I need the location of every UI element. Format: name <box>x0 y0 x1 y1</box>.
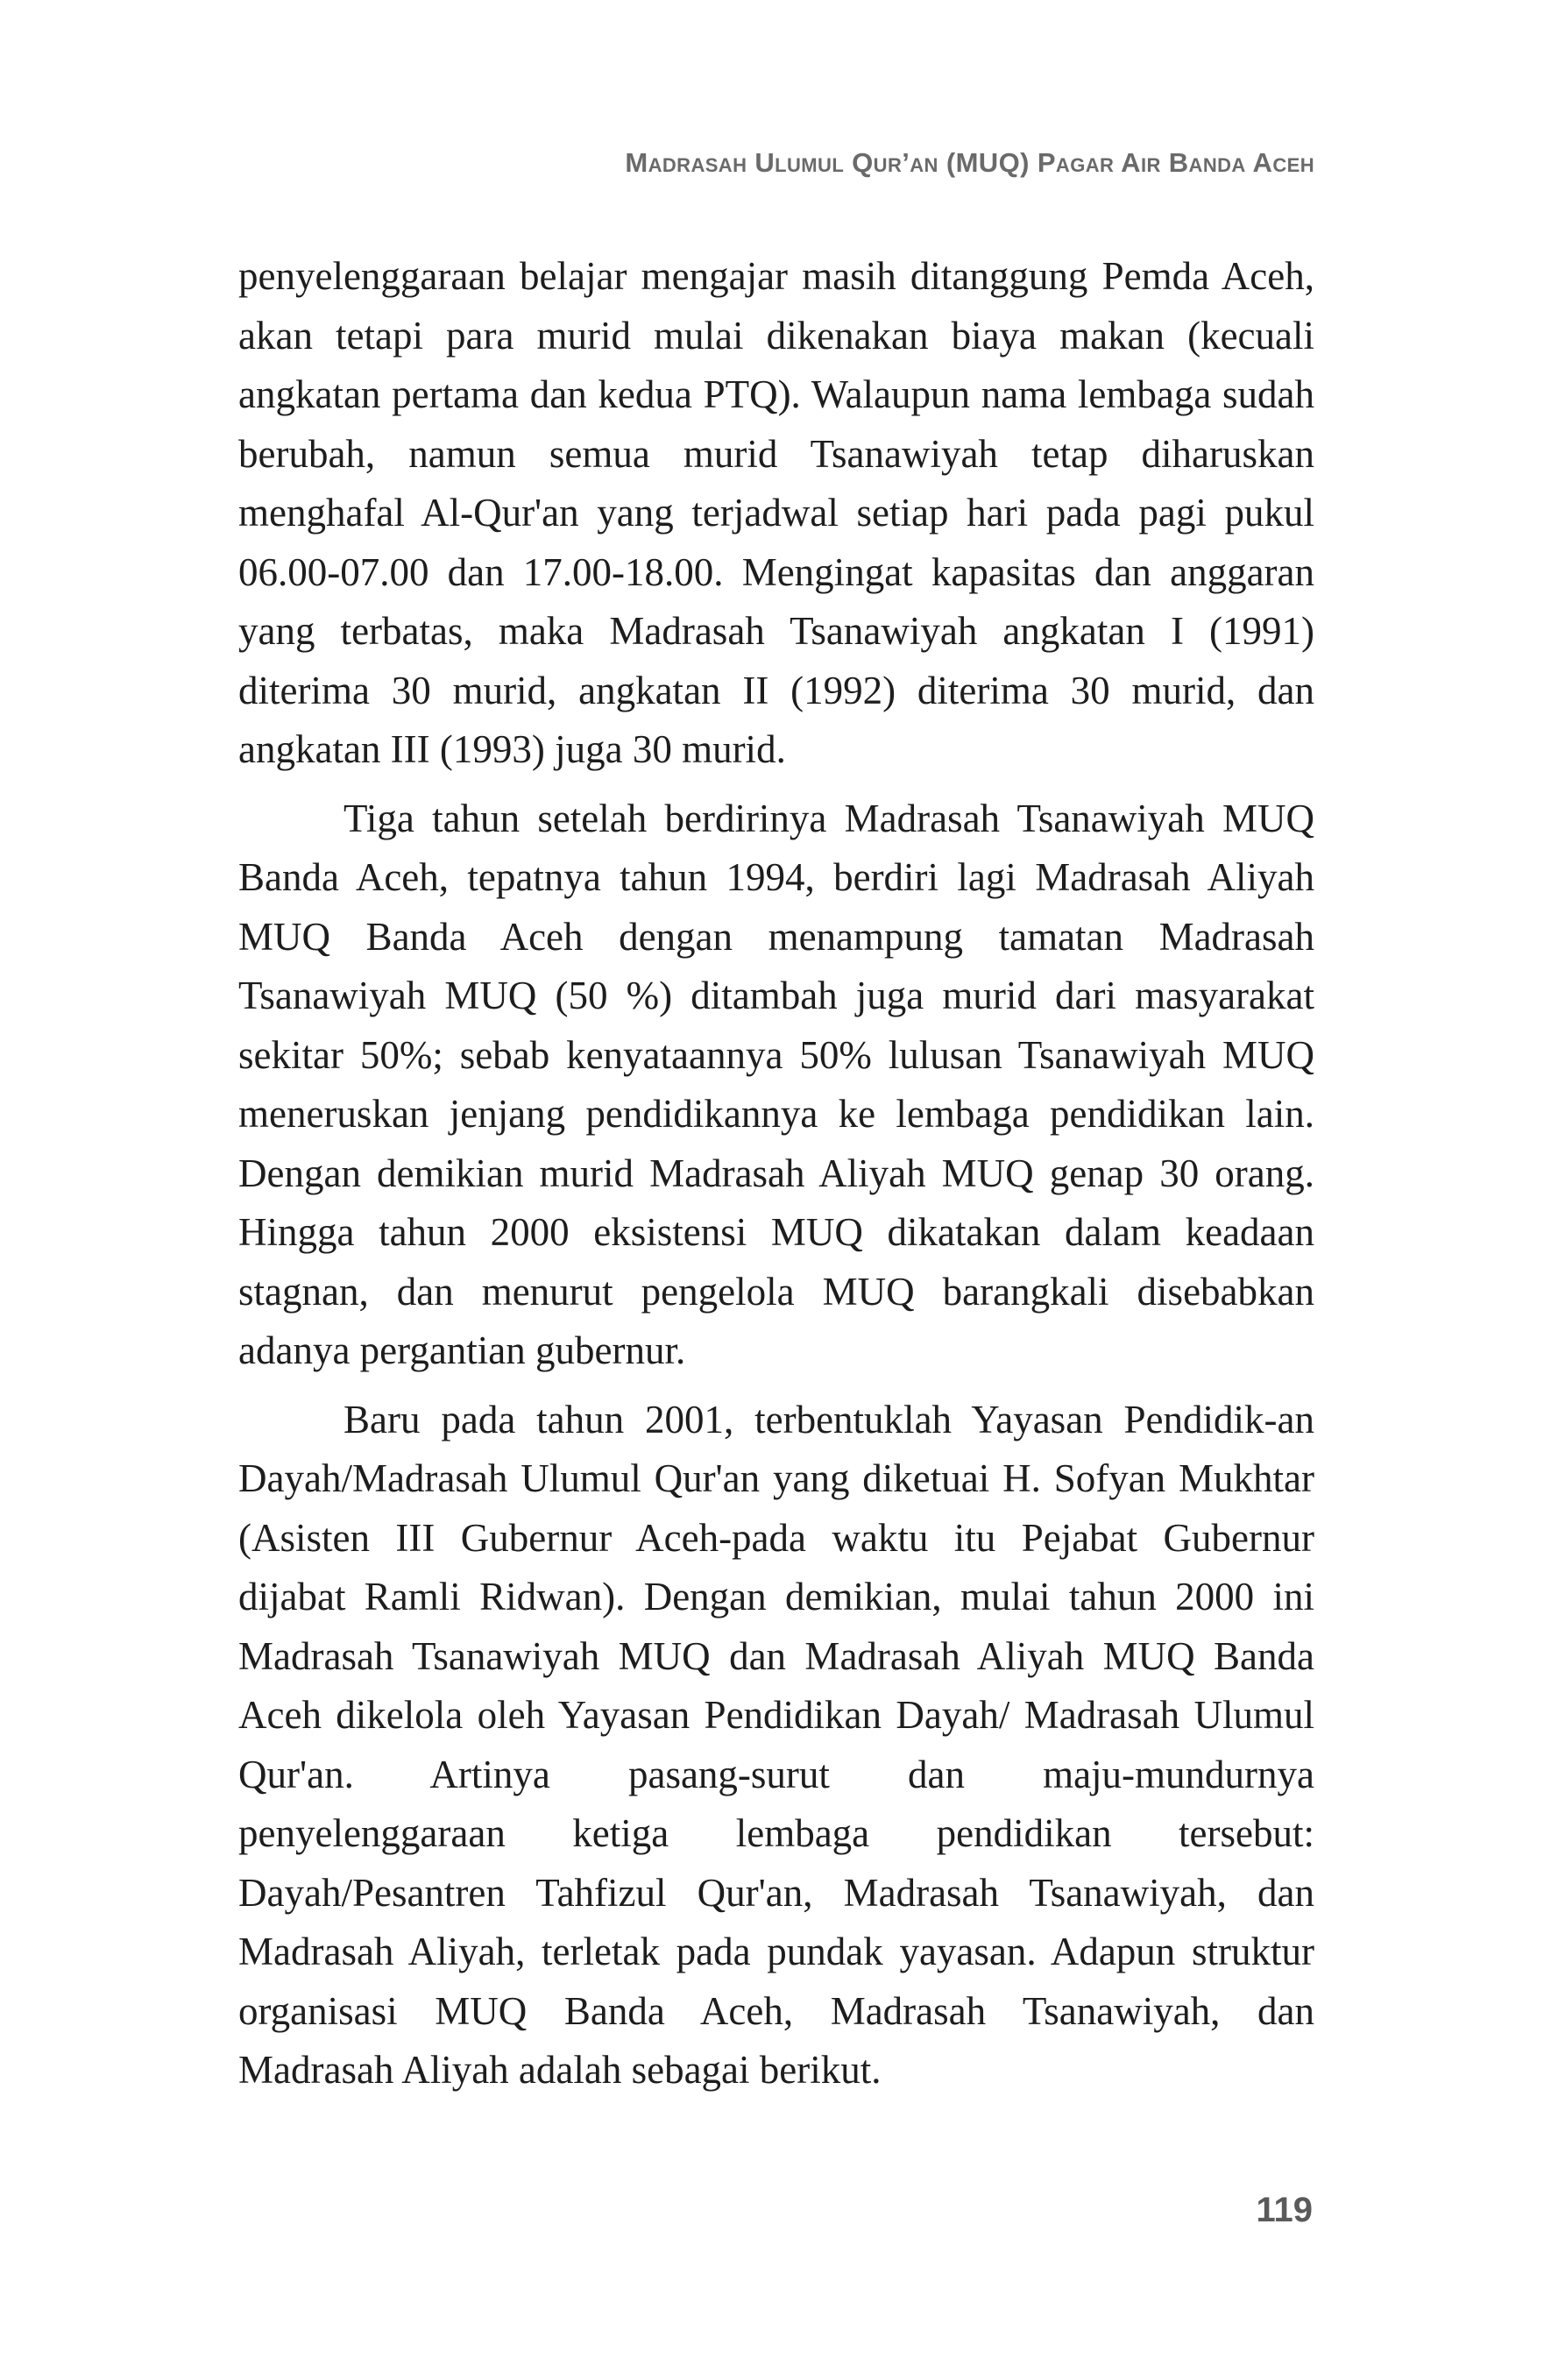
body-paragraph-3: Baru pada tahun 2001, terbentuklah Yayasan Pendidik-an Dayah/Madrasah Ulumul Qur'an yang diketuai H. Sofyan Mukhtar (Asisten III Gubernur Aceh-pada waktu itu Pejabat Gubernur dijabat Ramli Ridwan). Dengan demikian, mulai tahun 2000 ini Madrasah Tsanawiyah MUQ dan Madrasah Aliyah MUQ Banda Aceh dikelola oleh Yayasan Pendidikan Dayah/ Madrasah Ulumul Qur'an. Artinya pasang-surut dan maju-mundurnya penyelenggaraan ketiga lembaga pendidikan tersebut: Dayah/Pesantren Tahfizul Qur'an, Madrasah Tsanawiyah, dan Madrasah Aliyah, terletak pada pundak yayasan. Adapun struktur organisasi MUQ Banda Aceh, Madrasah Tsanawiyah, dan Madrasah Aliyah adalah sebagai berikut. <box>238 1397 1314 2092</box>
page-number: 119 <box>1256 2191 1313 2229</box>
running-header-title: Madrasah Ulumul Qur’an (MUQ) Pagar Air Banda Aceh <box>625 147 1314 178</box>
body-paragraph-2: Tiga tahun setelah berdirinya Madrasah Tsanawiyah MUQ Banda Aceh, tepatnya tahun 1994, berdiri lagi Madrasah Aliyah MUQ Banda Aceh dengan menampung tamatan Madrasah Tsanawiyah MUQ (50 %) ditambah juga murid dari masyarakat sekitar 50%; sebab kenyataannya 50% lulusan Tsanawiyah MUQ meneruskan jenjang pendidikannya ke lembaga pendidikan lain. Dengan demikian murid Madrasah Aliyah MUQ genap 30 orang. Hingga tahun 2000 eksistensi MUQ dikatakan dalam keadaan stagnan, dan menurut pengelola MUQ barangkali disebabkan adanya pergantian gubernur. <box>238 796 1314 1372</box>
body-paragraph-1: penyelenggaraan belajar mengajar masih ditanggung Pemda Aceh, akan tetapi para murid mulai dikenakan biaya makan (kecuali angkatan pertama dan kedua PTQ). Walaupun nama lembaga sudah berubah, namun semua murid Tsanawiyah tetap diharuskan menghafal Al-Qur'an yang terjadwal setiap hari pada pagi pukul 06.00-07.00 dan 17.00-18.00. Mengingat kapasitas dan anggaran yang terbatas, maka Madrasah Tsanawiyah angkatan I (1991) diterima 30 murid, angkatan II (1992) diterima 30 murid, dan angkatan III (1993) juga 30 murid. <box>238 254 1314 771</box>
page-body <box>238 247 1314 2100</box>
